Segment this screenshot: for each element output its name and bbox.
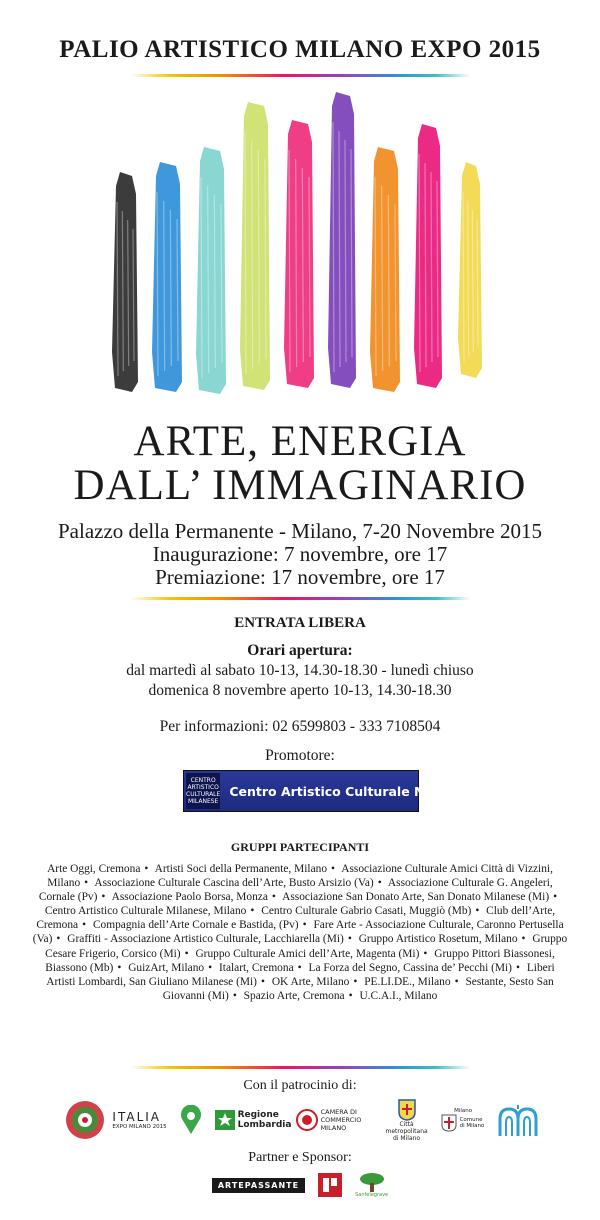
group-item: Compagnia dell’Arte Cornale e Bastida, (Pv)	[92, 919, 299, 932]
group-separator: •	[521, 933, 526, 946]
brushstroke	[414, 124, 442, 388]
contact-info: Per informazioni: 02 6599803 - 333 7108504	[159, 718, 441, 735]
italia-label: ITALIA	[112, 1110, 162, 1124]
arches-logo	[498, 1103, 538, 1137]
group-separator: •	[260, 975, 265, 988]
group-separator: •	[353, 975, 358, 988]
headline-line-1: ARTE, ENERGIA	[133, 418, 467, 465]
group-item: La Forza del Segno, Cassina de’ Pecchi (Mi)	[308, 961, 512, 974]
group-item: Italart, Cremona	[218, 961, 294, 974]
sponsor-logos	[0, 1168, 600, 1202]
rainbow-divider-bottom	[130, 1066, 470, 1069]
citta-crest-icon	[398, 1099, 416, 1121]
brushstroke	[152, 162, 182, 392]
group-separator: •	[423, 947, 428, 960]
group-separator: •	[208, 961, 213, 974]
group-item: Sestante, Sesto San Giovanni (Mi)	[162, 975, 554, 1002]
group-item: Associazione Culturale G. Angeleri, Cornale (Pv)	[38, 877, 553, 904]
group-item: Associazione Paolo Borsa, Monza	[111, 891, 268, 904]
group-separator: •	[84, 877, 89, 890]
group-separator: •	[297, 961, 302, 974]
sponsors-heading: Partner e Sponsor:	[248, 1150, 352, 1165]
sponsor-red-logo	[317, 1172, 343, 1198]
group-separator: •	[348, 989, 353, 1002]
regione-lombardia-logo	[215, 1110, 292, 1130]
italia-flower-icon	[62, 1098, 108, 1142]
event-inauguration: Inaugurazione: 7 novembre, ore 17	[152, 542, 448, 566]
expo-pin-icon	[179, 1105, 203, 1135]
brushstrokes-artwork	[100, 92, 500, 402]
group-separator: •	[553, 891, 558, 904]
hours-line-2: domenica 8 novembre aperto 10-13, 14.30-18.30	[148, 682, 452, 699]
italia-expo-logo	[62, 1098, 166, 1142]
admission-label: ENTRATA LIBERA	[234, 615, 366, 631]
brushstroke	[328, 92, 356, 388]
group-item: Associazione Culturale Amici Città di Vizzini, Milano	[47, 863, 553, 890]
group-separator: •	[475, 905, 480, 918]
group-item: Associazione Culturale Cascina dell’Arte, Busto Arsizio (Va)	[94, 877, 374, 890]
group-separator: •	[144, 863, 149, 875]
camera-seal-icon	[296, 1109, 318, 1131]
group-item: U.C.A.I., Milano	[359, 989, 438, 1002]
group-separator: •	[302, 919, 307, 932]
artepassante-logo	[212, 1178, 305, 1193]
sanfelegrave-label: Sanfelegrave	[355, 1192, 389, 1198]
group-item: Gruppo Culturale Amici dell’Arte, Magenta (Mi)	[195, 947, 420, 960]
sanfelegrave-logo	[355, 1172, 388, 1198]
groups-list	[30, 862, 570, 1003]
group-separator: •	[232, 989, 237, 1002]
regione-label: Regione Lombardia	[237, 1110, 292, 1130]
group-item: GuizArt, Milano	[128, 961, 205, 974]
comune-crest-icon	[441, 1114, 457, 1132]
group-separator: •	[377, 877, 382, 890]
promoter-logo-banner	[183, 770, 477, 812]
brushstroke	[458, 162, 482, 378]
brushstroke	[370, 147, 400, 392]
comune-milano-logo	[441, 1108, 486, 1132]
patronage-heading: Con il patrocinio di:	[243, 1078, 357, 1093]
italia-sub-label: EXPO MILANO 2015	[112, 1124, 167, 1130]
sponsor-red-square-icon	[317, 1172, 343, 1198]
hours-heading: Orari apertura:	[247, 642, 353, 659]
group-separator: •	[271, 891, 276, 904]
headline-line-2: DALL’ IMMAGINARIO	[73, 462, 527, 509]
arches-icon	[498, 1103, 538, 1137]
group-separator: •	[515, 961, 520, 974]
tree-icon	[359, 1172, 385, 1192]
rainbow-divider-middle	[130, 597, 470, 600]
group-separator: •	[454, 975, 459, 988]
group-separator: •	[56, 933, 61, 946]
group-item: Gruppo Artistico Rosetum, Milano	[358, 933, 518, 946]
group-separator: •	[331, 863, 336, 875]
group-item: Centro Culturale Gabrio Casati, Muggiò (Mb)	[261, 905, 472, 918]
group-item: Graffiti - Associazione Artistico Culturale, Lacchiarella (Mi)	[67, 933, 344, 946]
promoter-banner-text: Centro Artistico Culturale Milanese	[229, 783, 477, 799]
groups-heading: GRUPPI PARTECIPANTI	[230, 840, 370, 854]
citta-metropolitana-logo	[385, 1099, 429, 1142]
group-item: Liberi Artisti Lombardi, San Giuliano Milanese (Mi)	[46, 961, 555, 988]
hours-line-1: dal martedì al sabato 10-13, 14.30-18.30 - lunedì chiuso	[126, 662, 474, 679]
brushstroke	[240, 102, 270, 390]
camera-commercio-logo	[296, 1108, 373, 1132]
patronage-logos	[0, 1094, 600, 1146]
promoter-badge: CENTRO ARTISTICO CULTURALE MILANESE	[186, 773, 220, 809]
group-item: Club dell’Arte, Cremona	[36, 905, 556, 932]
group-separator: •	[250, 905, 255, 918]
group-item: Fare Arte - Associazione Culturale, Caronno Pertusella (Va)	[32, 919, 564, 946]
event-venue: Palazzo della Permanente - Milano, 7-20 Novembre 2015	[57, 519, 542, 543]
group-item: OK Arte, Milano	[271, 975, 350, 988]
group-separator: •	[184, 947, 189, 960]
event-award: Premiazione: 17 novembre, ore 17	[155, 565, 445, 589]
group-item: Spazio Arte, Cremona	[243, 989, 345, 1002]
brushstroke	[284, 120, 314, 388]
group-separator: •	[101, 891, 106, 904]
camera-label: CAMERA DI COMMERCIO MILANO	[320, 1108, 362, 1132]
poster-title: PALIO ARTISTICO MILANO EXPO 2015	[59, 36, 541, 63]
group-item: Gruppo Cesare Frigerio, Corsico (Mi)	[45, 933, 568, 960]
group-item: Artisti Soci della Permanente, Milano	[154, 863, 328, 875]
rainbow-divider-top	[130, 74, 470, 77]
brushstroke	[196, 147, 226, 394]
group-item: PE.LI.DE., Milano	[364, 975, 451, 988]
group-separator: •	[347, 933, 352, 946]
group-item: Arte Oggi, Cremona	[47, 863, 141, 875]
group-item: Gruppo Pittori Biassonesi, Biassono (Mb)	[45, 947, 555, 974]
group-separator: •	[82, 919, 87, 932]
promoter-heading: Promotore:	[265, 747, 335, 764]
citta-label: Città metropolitana di Milano	[385, 1120, 428, 1142]
group-separator: •	[117, 961, 122, 974]
brushstroke	[112, 172, 138, 392]
group-item: Centro Artistico Culturale Milanese, Milano	[44, 905, 247, 918]
regione-rose-icon	[215, 1110, 235, 1130]
expo-badge-logo	[179, 1105, 203, 1135]
comune-label: Comune di Milano	[459, 1116, 485, 1129]
group-item: Associazione San Donato Arte, San Donato Milanese (Mi)	[282, 891, 550, 904]
comune-top-label: Milano	[454, 1108, 473, 1114]
artepassante-label: ARTEPASSANTE	[217, 1180, 300, 1190]
